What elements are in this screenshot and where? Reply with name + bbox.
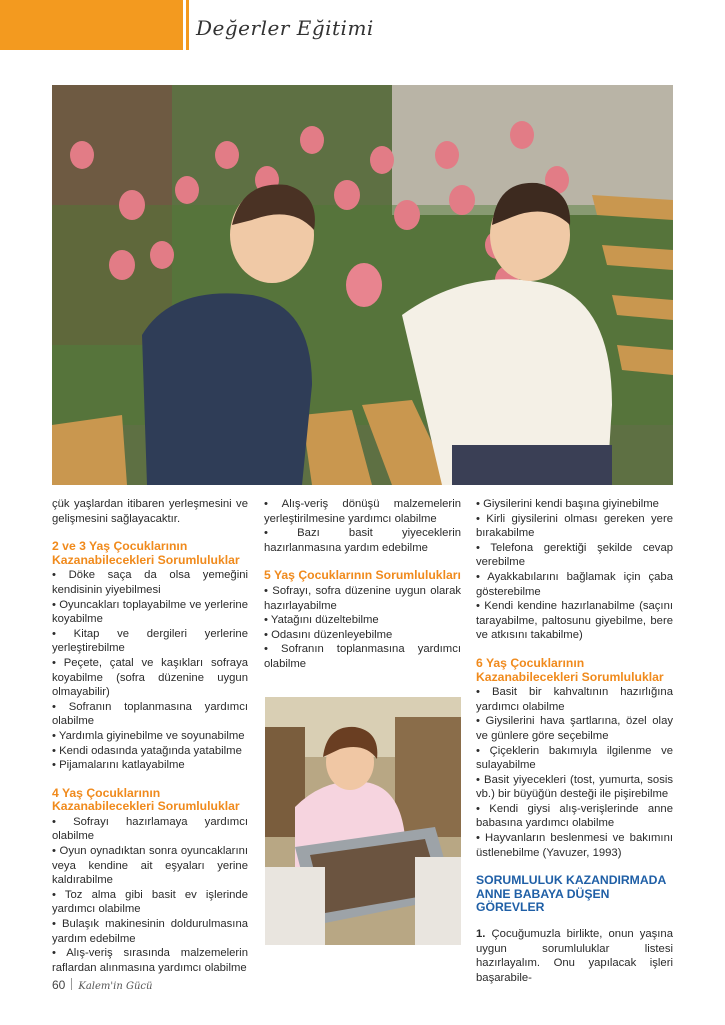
- list-item: • Basit bir kahvaltının hazırlığına yardımcı olabilme: [476, 685, 673, 714]
- list-item: • Toz alma gibi basit ev işlerinde yardımcı olabilme: [52, 888, 248, 917]
- list-item: • Alış-veriş sırasında malzemelerin raflardan alınmasına yardımcı olabilme: [52, 946, 248, 975]
- heading-parent-duties: SORUMLULUK KAZANDIRMADA ANNE BABAYA DÜŞEN GÖREVLER: [476, 873, 666, 915]
- list-item: • Alış-veriş dönüşü malzemelerin yerleştirilmesine yardımcı olabilme: [264, 497, 461, 526]
- list-age-4: [52, 815, 248, 976]
- list-item: • Oyun oynadıktan sonra oyuncaklarını veya kendine ait eşyaları yerine kaldırabilme: [52, 844, 248, 888]
- list-item: • Kitap ve dergileri yerlerine yerleştirebilme: [52, 627, 248, 656]
- text-column-1: [52, 497, 248, 975]
- list-item: • Kendi odasında yatağında yatabilme: [52, 744, 248, 759]
- heading-age-5: 5 Yaş Çocuklarının Sorumlulukları: [264, 568, 461, 583]
- list-age-5-continued: [476, 497, 673, 643]
- list-age-2-3: [52, 568, 248, 772]
- list-item: • Çiçeklerin bakımıyla ilgilenme ve sulayabilme: [476, 744, 673, 773]
- list-item: • Giysilerini hava şartlarına, özel olay ve günlere göre seçebilme: [476, 714, 673, 743]
- list-item: • Telefona gerektiği şekilde cevap verebilme: [476, 541, 673, 570]
- list-item: • Sofranın toplanmasına yardımcı olabilme: [264, 642, 461, 671]
- photo-boys-with-tulips: [52, 85, 673, 485]
- list-age-4-continued: [264, 497, 461, 555]
- list-age-6: [476, 685, 673, 860]
- text-column-3: [476, 497, 673, 985]
- list-item: • Kirli giysilerini olması gereken yere bırakabilme: [476, 512, 673, 541]
- list-item: • Basit yiyecekleri (tost, yumurta, sosis vb.) bir büyüğün desteği ile pişirebilme: [476, 773, 673, 802]
- section-title: Değerler Eğitimi: [196, 16, 374, 40]
- page-number: 60: [52, 978, 66, 992]
- list-item: • Yatağını düzeltebilme: [264, 613, 461, 628]
- list-item: • Ayakkabılarını bağlamak için çaba gösterebilme: [476, 570, 673, 599]
- list-item: • Yardımla giyinebilme ve soyunabilme: [52, 729, 248, 744]
- list-item: • Odasını düzenleyebilme: [264, 628, 461, 643]
- heading-age-4: 4 Yaş Çocuklarının Kazanabilecekleri Sorumluluklar: [52, 785, 240, 814]
- text-column-2: [264, 497, 461, 672]
- list-item: • Giysilerini kendi başına giyinebilme: [476, 497, 673, 512]
- list-item: • Hayvanların beslenmesi ve bakımını üstlenebilme (Yavuzer, 1993): [476, 831, 673, 860]
- list-item: • Kendi giysi alış-verişlerinde anne babasına yardımcı olabilme: [476, 802, 673, 831]
- paragraph-number: 1.: [476, 928, 486, 941]
- list-item: • Sofrayı, sofra düzenine uygun olarak hazırlayabilme: [264, 584, 461, 613]
- list-item: • Pijamalarını katlayabilme: [52, 758, 248, 773]
- list-item: • Sofrayı hazırlamaya yardımcı olabilme: [52, 815, 248, 844]
- magazine-logo: Kalem'in Gücü: [78, 981, 153, 992]
- paragraph-text: Çocuğumuzla birlikte, onun yaşına uygun sorumluluklar listesi hazırlayalım. Onu yapılacak işleri başarabile-: [476, 928, 673, 984]
- list-item: • Sofranın toplanmasına yardımcı olabilme: [52, 700, 248, 729]
- header-color-bar: [0, 0, 183, 50]
- list-item: • Peçete, çatal ve kaşıkları sofraya koyabilme (sofra düzenine uygun olmayabilir): [52, 656, 248, 700]
- list-item: • Bazı basit yiyeceklerin hazırlanmasına yardım edebilme: [264, 526, 461, 555]
- footer-divider: [71, 978, 72, 990]
- list-item: • Kendi kendine hazırlanabilme (saçını tarayabilme, paltosunu giyebilme, bere ve atkısını takabilme): [476, 599, 673, 643]
- page-footer: [52, 978, 152, 992]
- list-item: • Döke saça da olsa yemeğini kendisinin yiyebilmesi: [52, 568, 248, 597]
- list-item: • Bulaşık makinesinin doldurulmasına yardım edebilme: [52, 917, 248, 946]
- photo-girl-with-tray: [265, 697, 461, 945]
- intro-paragraph: çük yaşlardan itibaren yerleşmesini ve gelişmesini sağlayacaktır.: [52, 498, 248, 525]
- heading-age-2-3: 2 ve 3 Yaş Çocuklarının Kazanabilecekleri Sorumluluklar: [52, 539, 240, 567]
- duties-paragraph: [476, 927, 673, 985]
- heading-age-6: 6 Yaş Çocuklarının Kazanabilecekleri Sorumluluklar: [476, 655, 664, 684]
- list-item: • Oyuncakları toplayabilme ve yerlerine koyabilme: [52, 598, 248, 627]
- list-age-5: [264, 584, 461, 672]
- header-divider: [186, 0, 189, 50]
